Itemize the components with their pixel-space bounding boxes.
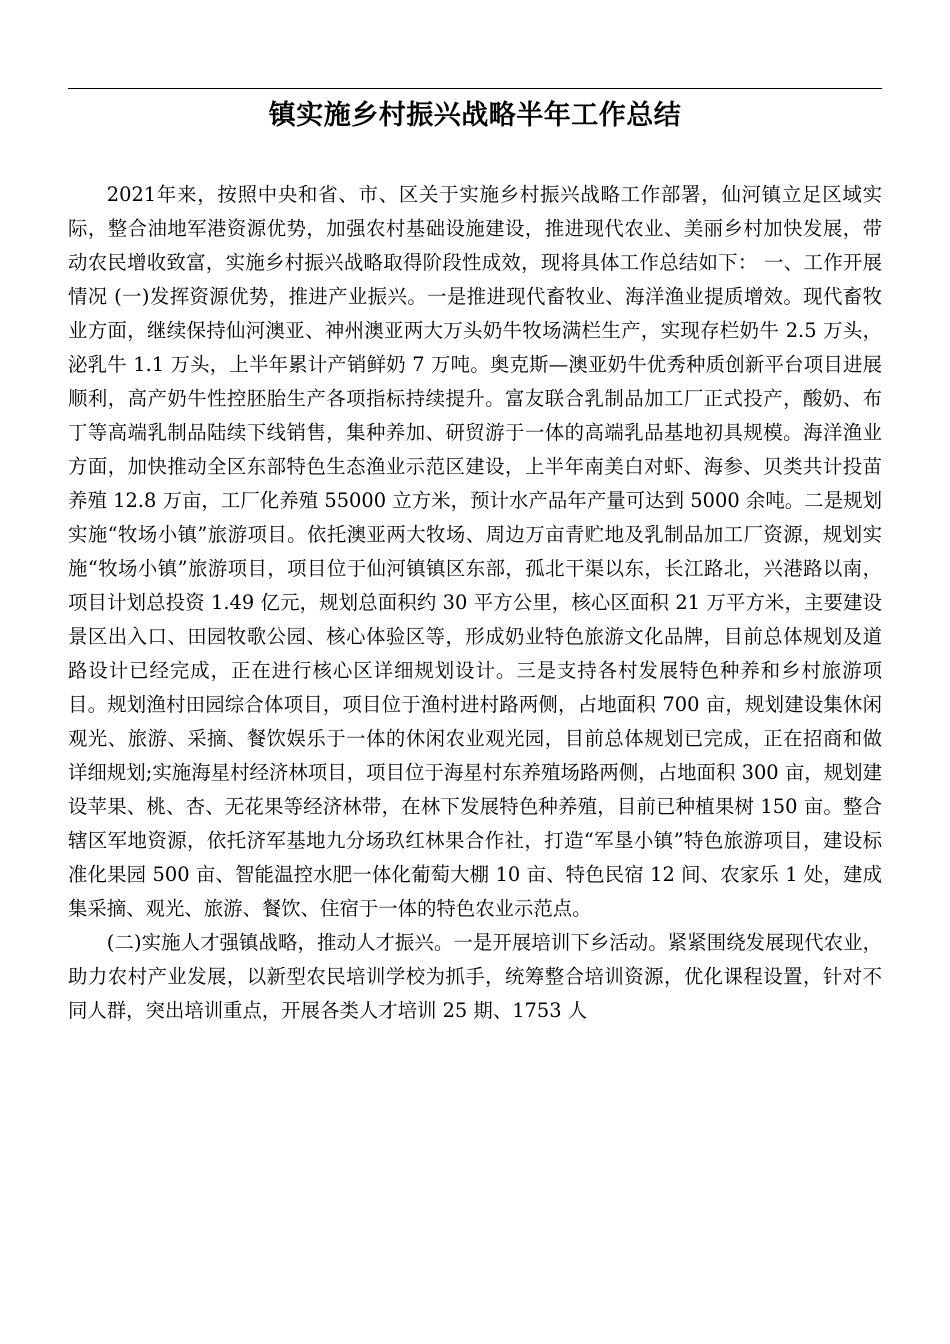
paragraph-2: (二)实施人才强镇战略，推动人才振兴。一是开展培训下乡活动。紧紧围绕发展现代农业，助力农村产业发展，以新型农民培训学校为抓手，统筹整合培训资源，优化课程设置，针对不同人群，突出培训重点，开展各类人才培训 25 期、1753 人 — [68, 931, 882, 1022]
paragraph-1: 2021年来，按照中央和省、市、区关于实施乡村振兴战略工作部署，仙河镇立足区域实际，整合油地军港资源优势，加强农村基础设施建设，推进现代农业、美丽乡村加快发展，带动农民增收致富，实施乡村振兴战略取得阶段性成效，现将具体工作总结如下： 一、工作开展情况 (一)发挥资源优势，推进产业振兴。一是推进现代畜牧业、海洋渔业提质增效。现代畜牧业方面，继续保持仙河澳亚、神州澳亚两大万头奶牛牧场满栏生产，实现存栏奶牛 2.5 万头，泌乳牛 1.1 万头，上半年累计产销鲜奶 7 万吨。奥克斯—澳亚奶牛优秀种质创新平台项目进展顺利，高产奶牛性控胚胎生产各项指标持续提升。富友联合乳制品加工厂正式投产，酸奶、布丁等高端乳制品陆续下线销售，集种养加、研贸游于一体的高端乳品基地初具规模。海洋渔业方面，加快推动全区东部特色生态渔业示范区建设，上半年南美白对虾、海参、贝类共计投苗养殖 12.8 万亩，工厂化养殖 55000 立方米，预计水产品年产量可达到 5000 余吨。二是规划实施“牧场小镇”旅游项目。依托澳亚两大牧场、周边万亩青贮地及乳制品加工厂资源，规划实施“牧场小镇”旅游项目，项目位于仙河镇镇区东部，孤北干渠以东，长江路北，兴港路以南，项目计划总投资 1.49 亿元，规划总面积约 30 平方公里，核心区面积 21 万平方米，主要建设景区出入口、田园牧歌公园、核心体验区等，形成奶业特色旅游文化品牌，目前总体规划及道路设计已经完成，正在进行核心区详细规划设计。三是支持各村发展特色种养和乡村旅游项目。规划渔村田园综合体项目，项目位于渔村进村路两侧，占地面积 700 亩，规划建设集休闲观光、旅游、采摘、餐饮娱乐于一体的休闲农业观光园，目前总体规划已完成，正在招商和做详细规划;实施海星村经济林项目，项目位于海星村东养殖场路两侧，占地面积 300 亩，规划建设苹果、桃、杏、无花果等经济林带，在林下发展特色种养殖，目前已种植果树 150 亩。整合辖区军地资源，依托济军基地九分场玖红林果合作社，打造“军垦小镇”特色旅游项目，建设标准化果园 500 亩、智能温控水肥一体化葡萄大棚 10 亩、特色民宿 12 间、农家乐 1 处，建成集采摘、观光、旅游、餐饮、住宿于一体的特色农业示范点。 — [68, 183, 882, 920]
document-title: 镇实施乡村振兴战略半年工作总结 — [268, 100, 682, 131]
document-body — [68, 178, 882, 1028]
header-rule — [68, 88, 882, 89]
